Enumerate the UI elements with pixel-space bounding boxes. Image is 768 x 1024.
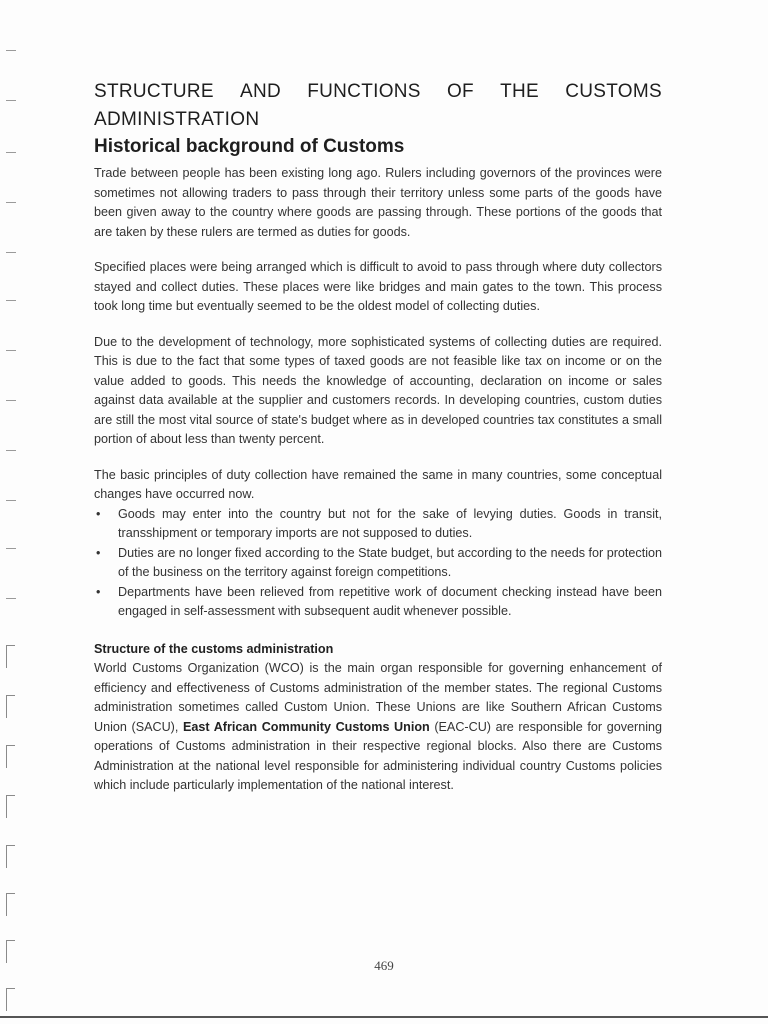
paragraph-text: (EAC-CU) are responsible for governing operations of Customs administration in their respective regional blocks. Also there are Customs Administration at the national level responsible for administering individual country Customs policies which include particularly implementation of the national interest. <box>94 719 663 792</box>
binder-mark <box>6 598 16 599</box>
list-item <box>96 583 662 622</box>
title-word: FUNCTIONS <box>307 81 421 102</box>
title-word: AND <box>240 81 282 102</box>
bullet-icon: • <box>96 545 101 560</box>
title-word: STRUCTURE <box>94 81 214 102</box>
title-word: CUSTOMS <box>565 81 662 102</box>
chapter-title <box>94 78 662 134</box>
chapter-title-line-2: ADMINISTRATION <box>94 109 260 130</box>
page-number: 469 <box>374 958 394 973</box>
bullet-icon: • <box>96 506 101 521</box>
paragraph: Due to the development of technology, more sophisticated systems of collecting duties are required. This is due to the fact that some types of taxed goods are not feasible like tax on income or on the value added to goods. This needs the knowledge of accounting, declaration on income or sales against data available at the supplier and customers records. In developing countries, custom duties are still the most vital source of state's budget where as in developed countries tax constitutes a small portion of about less than twenty percent. <box>94 334 662 446</box>
binder-mark <box>6 252 16 253</box>
bullet-icon: • <box>96 584 101 599</box>
list-item-text: Goods may enter into the country but not for the sake of levying duties. Goods in transit, transshipment or temporary imports are not supposed to duties. <box>118 506 662 540</box>
binder-mark <box>6 202 16 203</box>
binder-mark <box>6 152 16 153</box>
chapter-title-line-1 <box>94 78 662 106</box>
paragraph: The basic principles of duty collection have remained the same in many countries, some conceptual changes have occurred now. <box>94 467 662 501</box>
binder-mark <box>6 50 16 51</box>
binder-mark <box>6 100 16 101</box>
list-item-text: Duties are no longer fixed according to the State budget, but according to the needs for protection of the business on the territory against foreign competitions. <box>118 545 662 579</box>
bullet-list <box>94 505 662 622</box>
binder-mark <box>6 695 15 718</box>
paragraph <box>94 659 662 796</box>
title-word: THE <box>500 81 540 102</box>
binder-mark <box>6 500 16 501</box>
binder-mark <box>6 645 15 668</box>
section-heading-structure: Structure of the customs administration <box>94 641 334 656</box>
list-item-text: Departments have been relieved from repetitive work of document checking instead have been engaged in self-assessment with subsequent audit whenever possible. <box>118 584 662 618</box>
paragraph: Trade between people has been existing long ago. Rulers including governors of the provinces were sometimes not allowing traders to pass through their territory unless some parts of the goods have been given away to the country where goods are passing through. These portions of the goods that are taken by these rulers are termed as duties for goods. <box>94 166 662 239</box>
binder-mark <box>6 795 15 818</box>
binder-mark <box>6 300 16 301</box>
section-heading-history: Historical background of Customs <box>94 136 405 157</box>
binder-mark <box>6 548 16 549</box>
binder-mark <box>6 893 15 916</box>
main-content <box>94 78 662 812</box>
list-item <box>96 544 662 583</box>
binder-mark <box>6 450 16 451</box>
paragraph-text: World Customs Organization (WCO) is the main organ responsible for governing enhancement of efficiency and effectiveness of Customs administration of the member states. The regional Customs administration sometimes called Custom Union. These Unions are like Southern African Customs Union (SACU), <box>94 661 662 734</box>
binder-mark <box>6 745 15 768</box>
paragraph: Specified places were being arranged which is difficult to avoid to pass through where duty collectors stayed and collect duties. These places were like bridges and main gates to the town. This process took long time but eventually seemed to be the oldest model of collecting duties. <box>94 260 662 313</box>
binder-mark <box>6 350 16 351</box>
title-word: OF <box>446 81 474 102</box>
binder-mark <box>6 988 15 1011</box>
binder-mark <box>6 400 16 401</box>
list-item <box>96 505 662 544</box>
binder-mark <box>6 845 15 868</box>
bold-term: East African Community Customs Union <box>182 719 430 734</box>
page-bottom-edge <box>0 1016 768 1018</box>
